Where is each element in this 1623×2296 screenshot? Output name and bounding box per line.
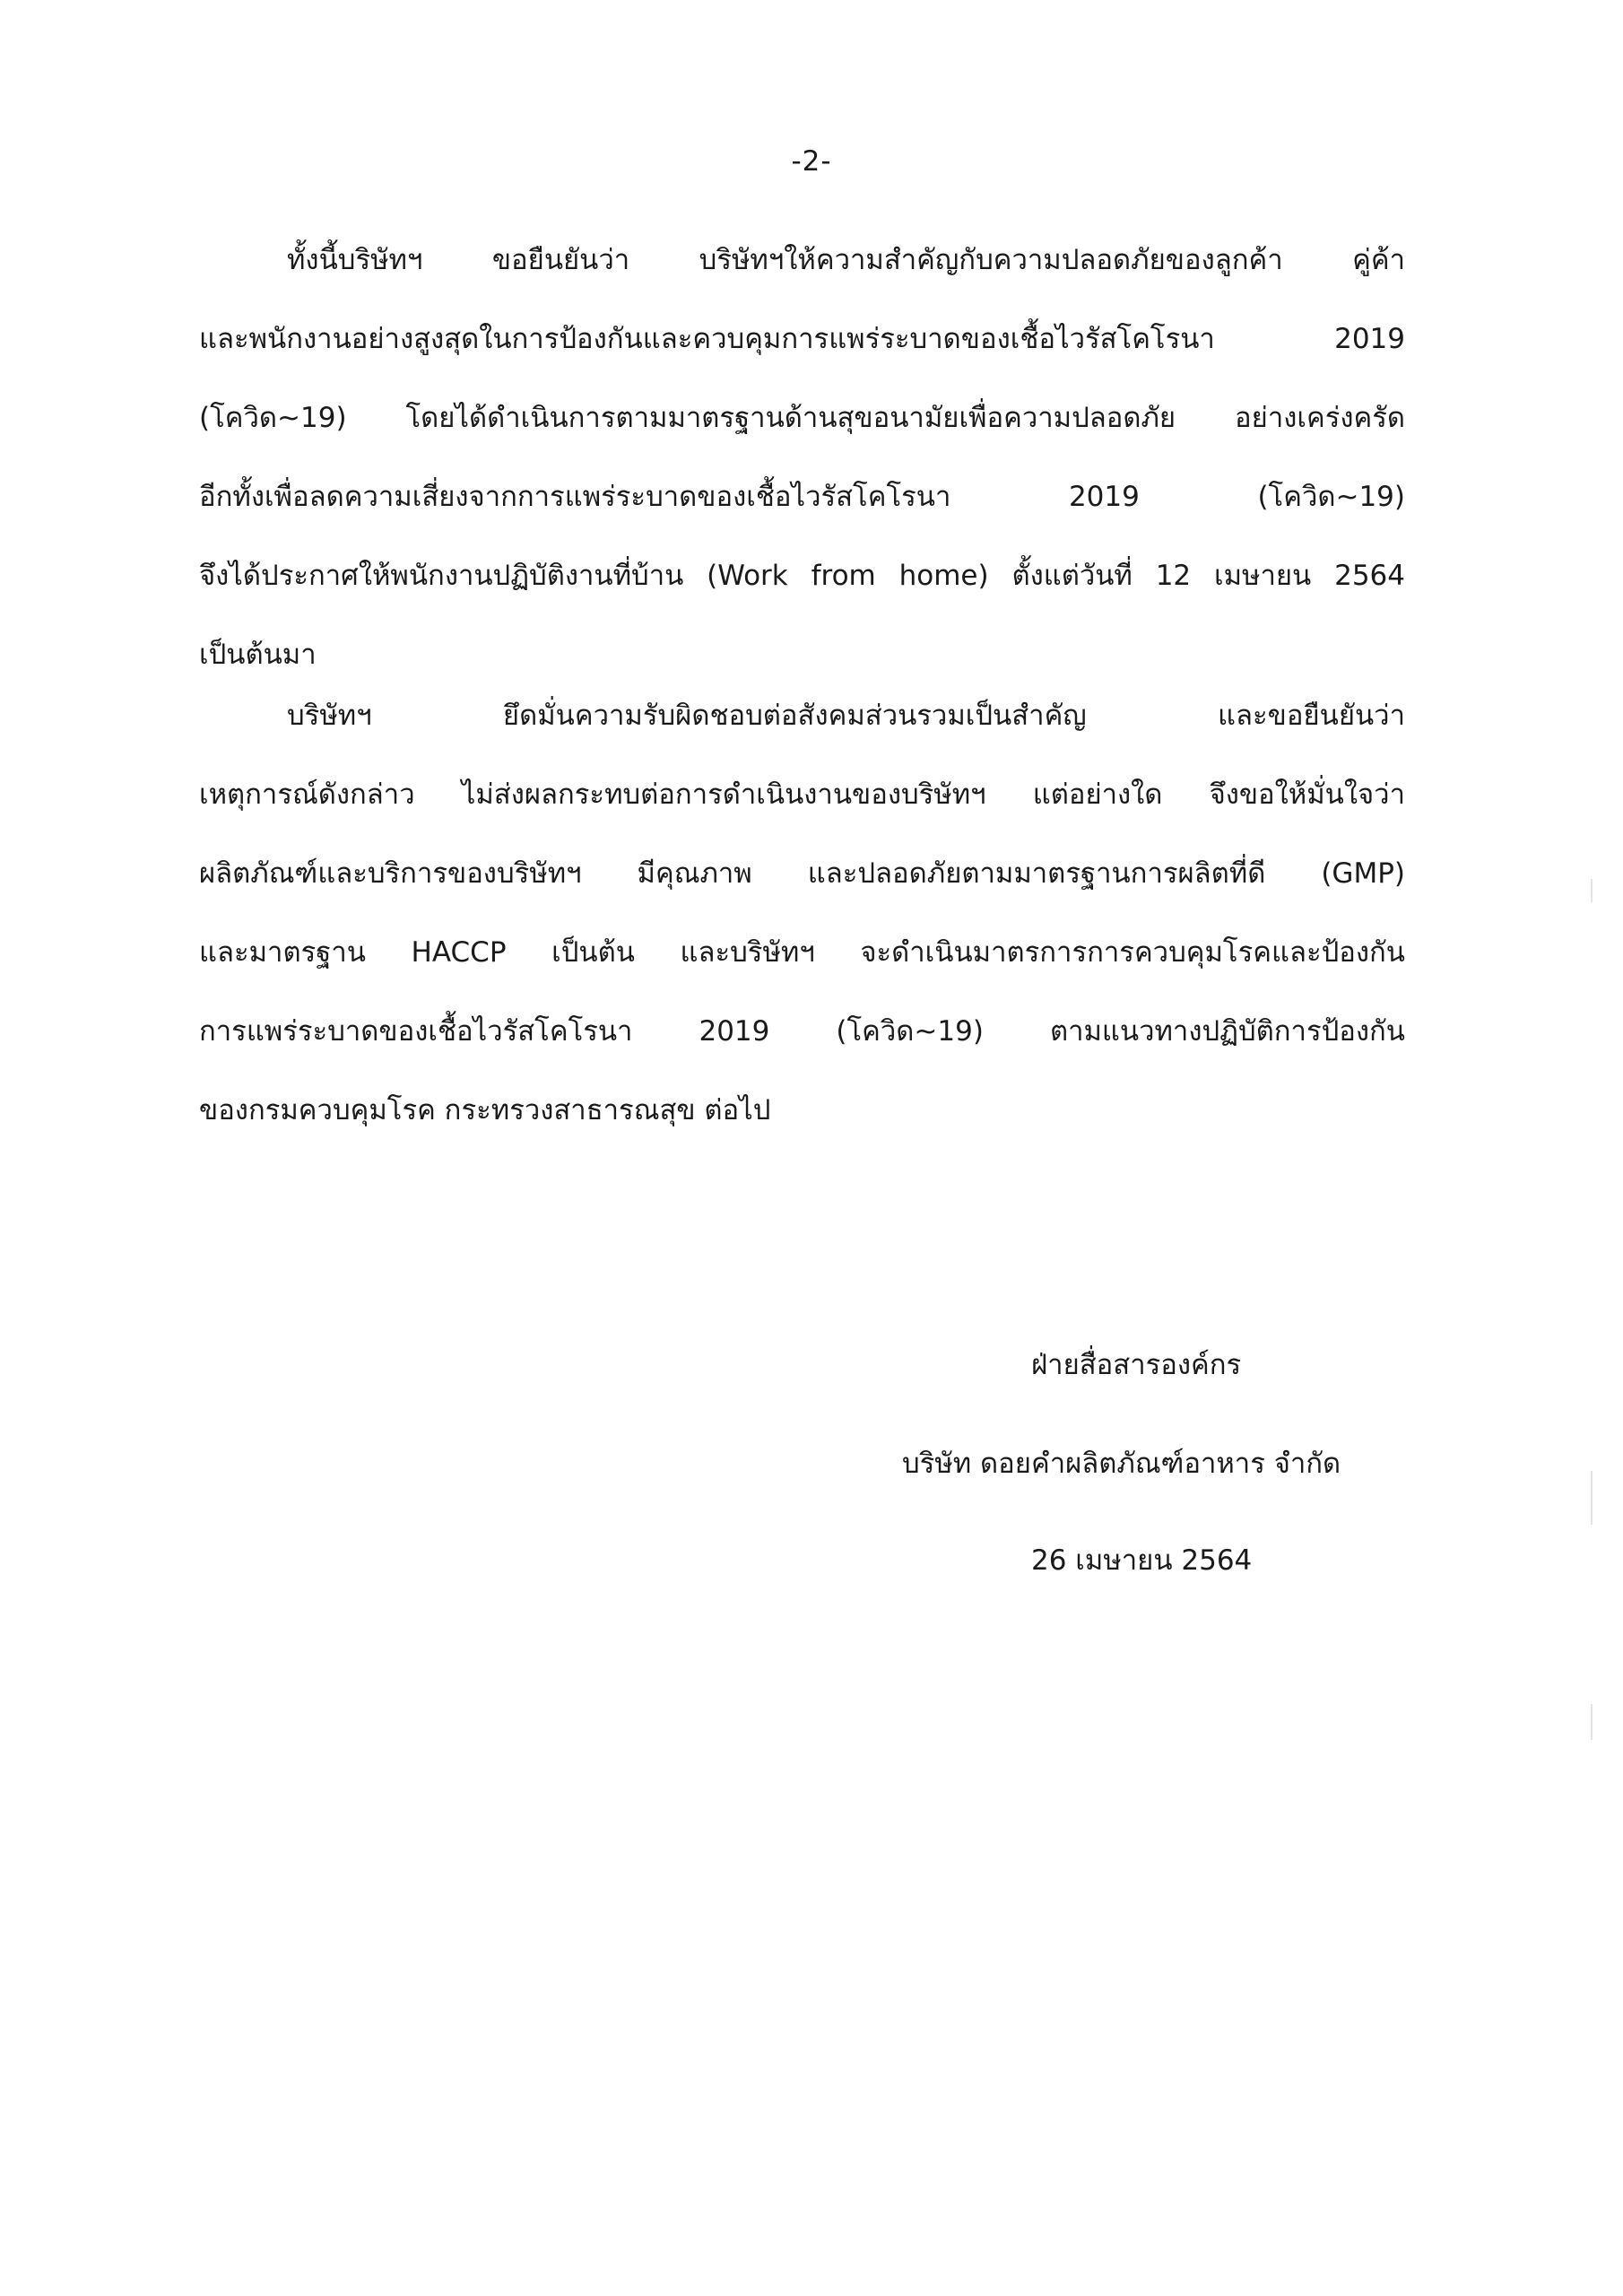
signature-department: ฝ่ายสื่อสารองค์กร xyxy=(1031,1349,1242,1381)
paragraph-line: เป็นต้นมา xyxy=(199,639,317,671)
page-number: -2- xyxy=(791,145,832,178)
signature-date: 26 เมษายน 2564 xyxy=(1031,1544,1253,1577)
paragraph-line: ผลิตภัณฑ์และบริการของบริษัทฯ มีคุณภาพ และปลอดภัยตามมาตรฐานการผลิตที่ดี (GMP) xyxy=(199,857,1405,890)
scan-artifact xyxy=(1591,879,1593,902)
paragraph-line: และพนักงานอย่างสูงสุดในการป้องกันและควบคุมการแพร่ระบาดของเชื้อไวรัสโคโรนา 2019 xyxy=(199,323,1405,355)
scan-artifact xyxy=(1591,1704,1593,1740)
paragraph-line: จึงได้ประกาศให้พนักงานปฏิบัติงานที่บ้าน (Work from home) ตั้งแต่วันที่ 12 เมษายน 2564 xyxy=(199,560,1405,592)
paragraph-line: (โควิด~19) โดยได้ดำเนินการตามมาตรฐานด้านสุขอนามัยเพื่อความปลอดภัย อย่างเคร่งครัด xyxy=(199,402,1405,434)
paragraph-line: บริษัทฯ ยึดมั่นความรับผิดชอบต่อสังคมส่วนรวมเป็นสำคัญ และขอยืนยันว่า xyxy=(287,700,1405,732)
paragraph-line: อีกทั้งเพื่อลดความเสี่ยงจากการแพร่ระบาดของเชื้อไวรัสโคโรนา 2019 (โควิด~19) xyxy=(199,481,1405,513)
signature-company: บริษัท ดอยคำผลิตภัณฑ์อาหาร จำกัด xyxy=(902,1448,1341,1480)
paragraph-line: และมาตรฐาน HACCP เป็นต้น และบริษัทฯ จะดำเนินมาตรการการควบคุมโรคและป้องกัน xyxy=(199,936,1405,969)
paragraph-line: การแพร่ระบาดของเชื้อไวรัสโคโรนา 2019 (โควิด~19) ตามแนวทางปฏิบัติการป้องกัน xyxy=(199,1015,1405,1048)
paragraph-line: ของกรมควบคุมโรค กระทรวงสาธารณสุข ต่อไป xyxy=(199,1094,771,1126)
paragraph-line: เหตุการณ์ดังกล่าว ไม่ส่งผลกระทบต่อการดำเนินงานของบริษัทฯ แต่อย่างใด จึงขอให้มั่นใจว่า xyxy=(199,778,1405,811)
paragraph-line: ทั้งนี้บริษัทฯ ขอยืนยันว่า บริษัทฯให้ความสำคัญกับความปลอดภัยของลูกค้า คู่ค้า xyxy=(287,244,1405,276)
scan-artifact xyxy=(1591,1471,1593,1525)
